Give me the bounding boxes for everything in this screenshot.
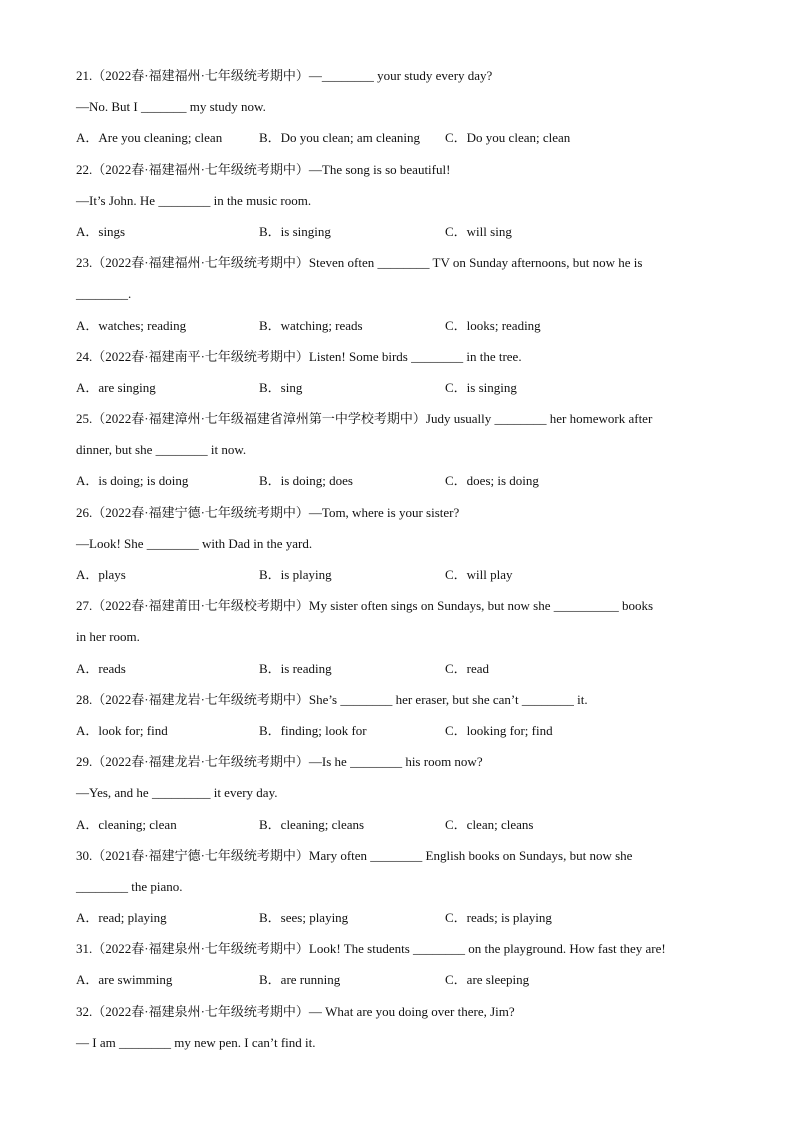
option-c: C．read <box>445 660 490 676</box>
option-a: A．cleaning; clean <box>76 816 177 832</box>
option-c: C．are sleeping <box>445 972 530 988</box>
question-stem: 24.（2022春·福建南平·七年级统考期中）Listen! Some birds ________ in the tree. <box>76 348 522 364</box>
answer-options <box>76 964 736 995</box>
question-line: ________. <box>76 286 132 302</box>
option-b: B．Do you clean; am cleaning <box>259 130 421 146</box>
question-line: —No. But I _______ my study now. <box>76 99 266 115</box>
option-c: C．looking for; find <box>445 722 553 738</box>
question-stem: 23.（2022春·福建福州·七年级统考期中）Steven often ________ TV on Sunday afternoons, but now he is <box>76 255 643 271</box>
question-line: in her room. <box>76 629 140 645</box>
option-a: A．are singing <box>76 379 156 395</box>
option-a: A．look for; find <box>76 722 168 738</box>
option-a: A．plays <box>76 567 126 582</box>
option-a: A．are swimming <box>76 972 173 988</box>
option-b: B．sees; playing <box>259 910 349 926</box>
question-stem: 21.（2022春·福建福州·七年级统考期中）—________ your study every day? <box>76 68 493 83</box>
question-stem: 30.（2021春·福建宁德·七年级统考期中）Mary often ________ English books on Sundays, but now she <box>76 847 633 863</box>
option-c: C．is singing <box>445 379 517 395</box>
option-b: B．sing <box>259 379 303 395</box>
option-c: C．will play <box>445 567 513 582</box>
answer-options <box>76 809 736 840</box>
option-b: B．is playing <box>259 567 332 582</box>
question-stem: 31.（2022春·福建泉州·七年级统考期中）Look! The students ________ on the playground. How fast they are! <box>76 941 666 957</box>
option-c: C．does; is doing <box>445 473 539 489</box>
option-b: B．is reading <box>259 660 332 676</box>
question-line: — I am ________ my new pen. I can’t find it. <box>76 1034 316 1050</box>
question-line: —Look! She ________ with Dad in the yard. <box>76 535 313 551</box>
option-c: C．clean; cleans <box>445 816 534 832</box>
option-a: A．Are you cleaning; clean <box>76 130 223 146</box>
option-b: B．cleaning; cleans <box>259 816 365 832</box>
option-a: A．is doing; is doing <box>76 473 189 489</box>
answer-options <box>76 310 736 341</box>
option-a: A．sings <box>76 223 126 239</box>
question-stem: 32.（2022春·福建泉州·七年级统考期中）— What are you doing over there, Jim? <box>76 1003 515 1019</box>
option-c: C．looks; reading <box>445 317 541 333</box>
answer-options <box>76 715 736 746</box>
answer-options <box>76 372 736 403</box>
option-c: C．reads; is playing <box>445 910 552 926</box>
option-c: C．will sing <box>445 223 512 239</box>
answer-options <box>76 216 736 247</box>
option-c: C．Do you clean; clean <box>445 130 571 146</box>
question-stem: 26.（2022春·福建宁德·七年级统考期中）—Tom, where is your sister? <box>76 504 460 520</box>
option-a: A．reads <box>76 660 126 676</box>
question-line: ________ the piano. <box>76 878 183 894</box>
question-stem: 29.（2022春·福建龙岩·七年级统考期中）—Is he ________ his room now? <box>76 754 483 770</box>
question-line: —Yes, and he _________ it every day. <box>76 785 278 801</box>
option-b: B．watching; reads <box>259 317 363 333</box>
question-list <box>76 60 736 1058</box>
option-a: A．read; playing <box>76 910 167 926</box>
question-stem: 25.（2022春·福建漳州·七年级福建省漳州第一中学校考期中）Judy usually ________ her homework after <box>76 411 653 427</box>
question-stem: 22.（2022春·福建福州·七年级统考期中）—The song is so beautiful! <box>76 161 451 177</box>
answer-options <box>76 653 736 684</box>
option-b: B．is singing <box>259 223 331 239</box>
option-b: B．is doing; does <box>259 473 353 489</box>
question-line: dinner, but she ________ it now. <box>76 442 247 458</box>
answer-options <box>76 559 736 590</box>
question-stem: 28.（2022春·福建龙岩·七年级统考期中）She’s ________ her eraser, but she can’t ________ it. <box>76 691 588 707</box>
answer-options <box>76 902 736 933</box>
question-line: —It’s John. He ________ in the music room. <box>76 192 312 208</box>
option-a: A．watches; reading <box>76 317 187 333</box>
answer-options <box>76 122 736 153</box>
option-b: B．finding; look for <box>259 722 367 738</box>
question-stem: 27.（2022春·福建莆田·七年级校考期中）My sister often sings on Sundays, but now she __________ books <box>76 598 654 614</box>
option-b: B．are running <box>259 972 341 988</box>
answer-options <box>76 465 736 496</box>
